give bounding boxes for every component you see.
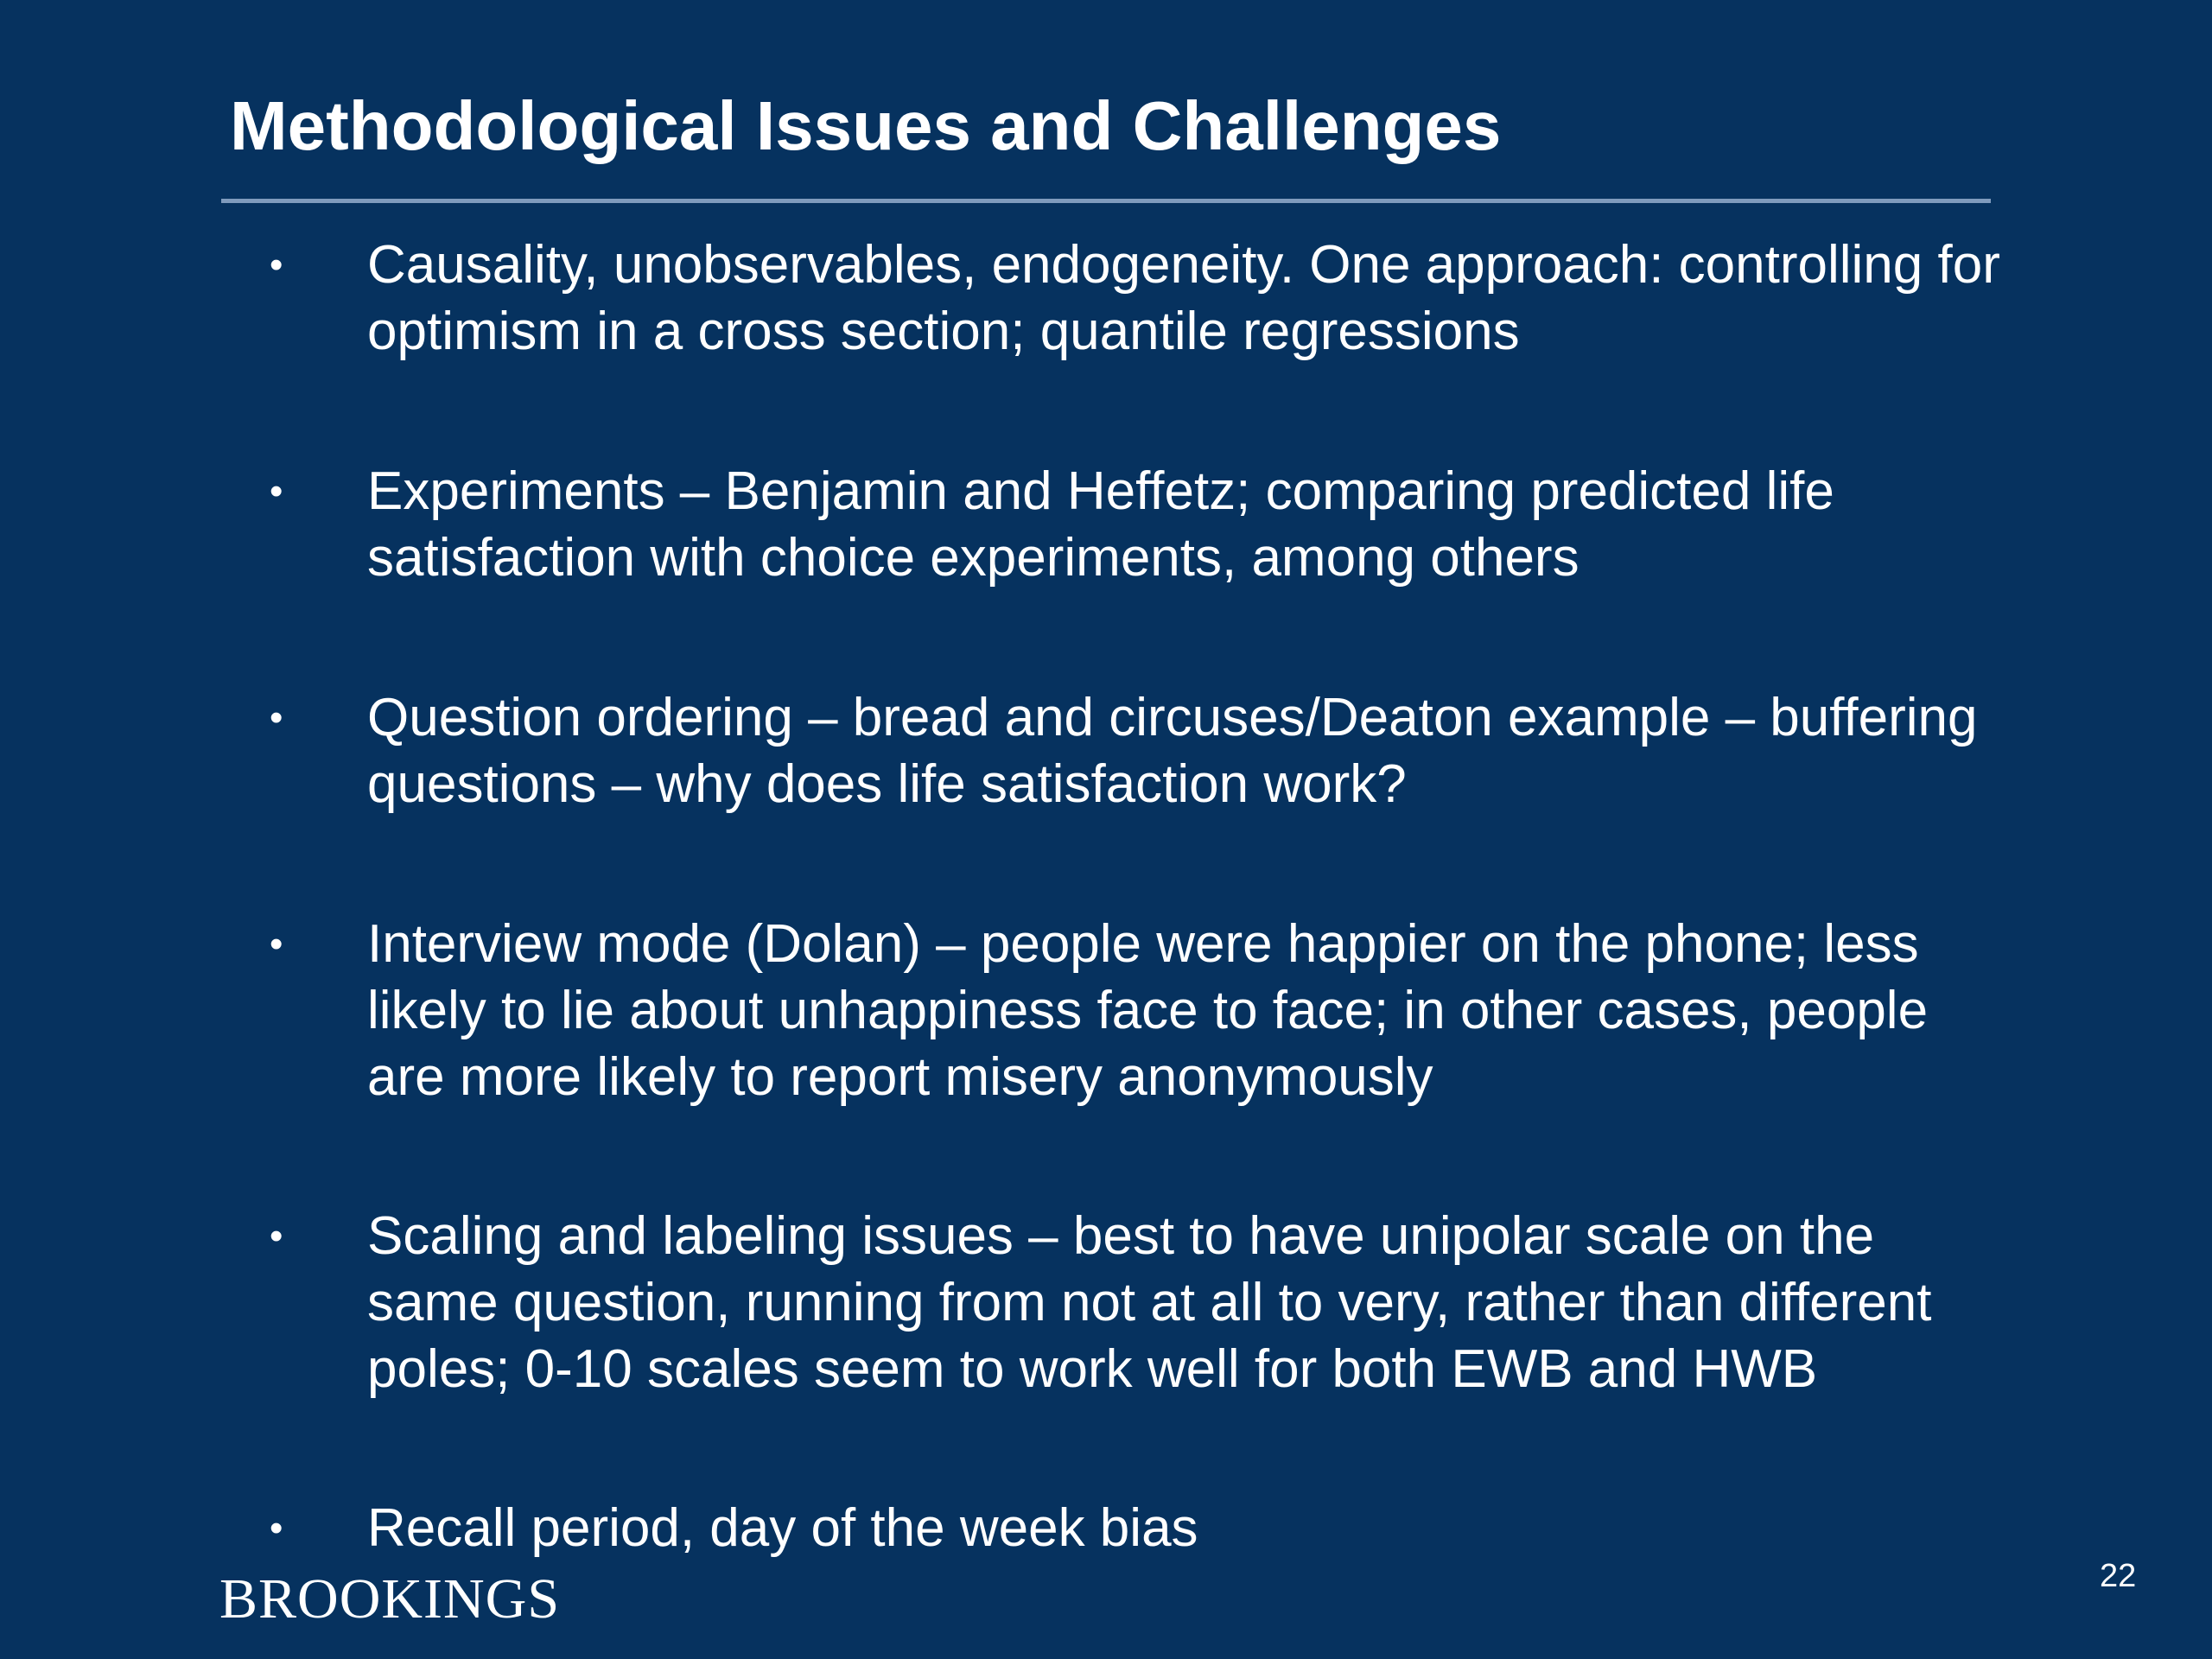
- bullet-marker: •: [270, 923, 283, 965]
- bullet-marker: •: [270, 1507, 283, 1549]
- bullet-text: Recall period, day of the week bias: [367, 1498, 1198, 1558]
- brookings-logo: BROOKINGS: [219, 1567, 561, 1630]
- bullet-text: Experiments – Benjamin and Heffetz; comparing predicted life satisfaction with choice experiments, among others: [367, 461, 1834, 588]
- bullet-text: Question ordering – bread and circuses/Deaton example – buffering questions – why does life satisfaction work?: [367, 688, 1978, 814]
- page-number: 22: [2100, 1558, 2137, 1594]
- bullet-text: Scaling and labeling issues – best to have unipolar scale on the same question, running from not at all to very, rather than different poles; 0-10 scales seem to work well for both EWB and HWB: [367, 1206, 1932, 1399]
- title-divider: [221, 199, 1991, 203]
- bullet-marker: •: [270, 696, 283, 739]
- bullet-text: Causality, unobservables, endogeneity. One approach: controlling for optimism in a cross section; quantile regressions: [367, 235, 2000, 361]
- bullet-marker: •: [270, 470, 283, 512]
- slide-title: Methodological Issues and Challenges: [230, 87, 1502, 164]
- bullet-marker: •: [270, 1215, 283, 1257]
- bullet-marker: •: [270, 244, 283, 286]
- bullet-text: Interview mode (Dolan) – people were happier on the phone; less likely to lie about unhappiness face to face; in other cases, people are more likely to report misery anonymously: [367, 914, 1929, 1107]
